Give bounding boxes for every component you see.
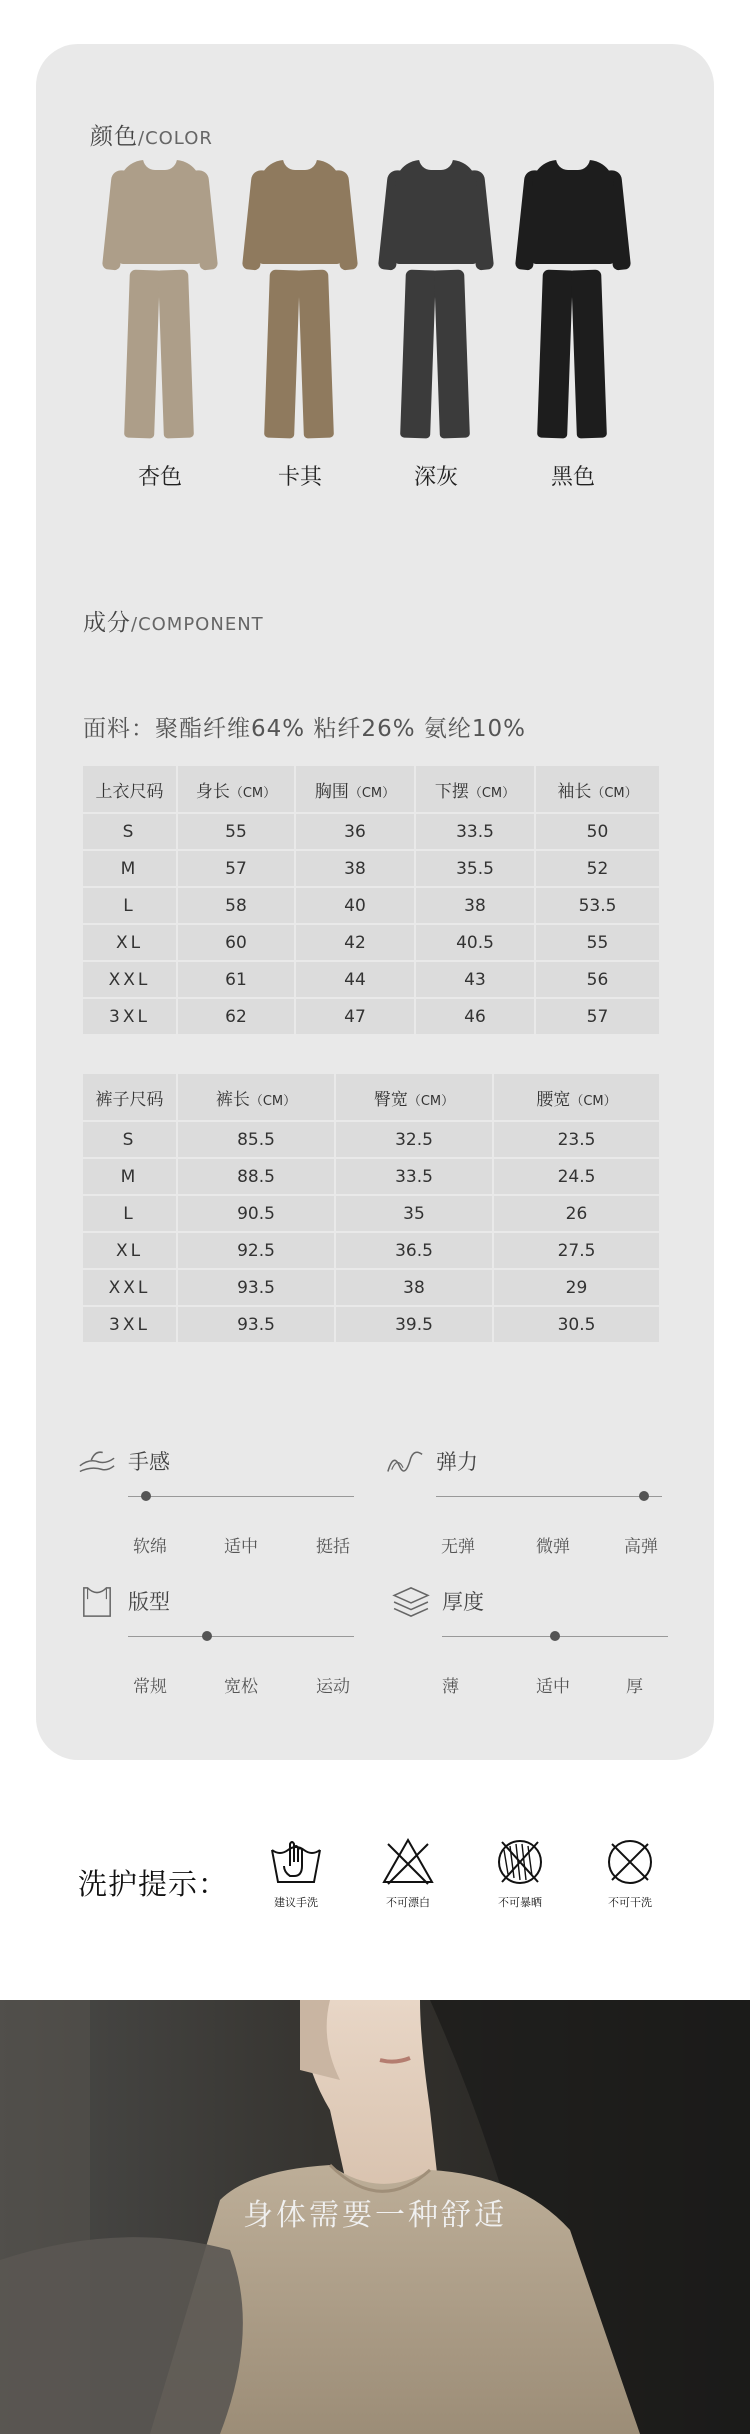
top-table-header-cell (296, 766, 416, 812)
garment-leg (537, 270, 573, 439)
pants-table-size-label: XL (83, 1233, 178, 1268)
garment-leg (571, 270, 607, 439)
pants-table-size-label: 3XL (83, 1307, 178, 1342)
top-table-value-cell: 47 (296, 999, 416, 1034)
table-row (83, 1196, 659, 1231)
no-bleach-icon (380, 1836, 436, 1888)
hand-feel-option: 挺括 (316, 1537, 350, 1557)
pants-table-value-cell: 92.5 (178, 1233, 336, 1268)
pants-size-table (83, 1072, 659, 1344)
garment-leg (264, 270, 300, 439)
garment-leg (298, 270, 334, 439)
top-table-size-label: XXL (83, 962, 178, 997)
hand-feel-marker (141, 1491, 151, 1501)
garment-top (395, 160, 477, 264)
fit-icon (78, 1586, 116, 1618)
pants-table-value-cell: 24.5 (494, 1159, 659, 1194)
no-sun-dry-icon (492, 1836, 548, 1888)
no-dry-clean-label: 不可干洗 (608, 1896, 652, 1909)
pants-table-header-cell (83, 1074, 178, 1120)
top-table-header-text: 袖长 (557, 781, 592, 802)
garment-leg (124, 270, 160, 439)
table-row (83, 851, 659, 886)
top-table-value-cell: 40 (296, 888, 416, 923)
pants-table-header-text: 裤子尺码 (95, 1089, 164, 1110)
table-row (83, 1122, 659, 1157)
pants-table-value-cell: 36.5 (336, 1233, 494, 1268)
top-table-header-cell (536, 766, 659, 812)
fit-option: 运动 (316, 1677, 350, 1697)
stretch-option: 微弹 (536, 1537, 570, 1557)
color-title-cn: 颜色 (90, 124, 138, 150)
hand-feel-option: 软绵 (133, 1537, 167, 1557)
table-row (83, 1233, 659, 1268)
top-table-header-cell (178, 766, 296, 812)
table-row (83, 1159, 659, 1194)
top-table-value-cell: 62 (178, 999, 296, 1034)
pants-table-size-label: XXL (83, 1270, 178, 1305)
color-swatch[interactable] (518, 160, 628, 500)
table-row (83, 1307, 659, 1342)
hand-wash-label: 建议手洗 (274, 1896, 318, 1909)
stretch-option: 无弹 (441, 1537, 475, 1557)
top-table-value-cell: 58 (178, 888, 296, 923)
top-table-unit: （CM） (229, 785, 277, 801)
wash-item-no-sun-dry (480, 1836, 560, 1926)
component-title-en: /COMPONENT (131, 614, 264, 635)
pants-table-header-cell (494, 1074, 659, 1120)
top-table-value-cell: 56 (536, 962, 659, 997)
top-size-table (83, 764, 659, 1036)
color-swatch[interactable] (381, 160, 491, 500)
table-row (83, 888, 659, 923)
color-swatch[interactable] (245, 160, 355, 500)
top-table-value-cell: 33.5 (416, 814, 536, 849)
top-table-header-cell (83, 766, 178, 812)
top-table-value-cell: 53.5 (536, 888, 659, 923)
wash-item-no-dry-clean (590, 1836, 670, 1926)
top-table-value-cell: 40.5 (416, 925, 536, 960)
table-row (83, 925, 659, 960)
component-section-title (83, 604, 264, 637)
pants-table-header-cell (178, 1074, 336, 1120)
top-table-value-cell: 52 (536, 851, 659, 886)
pants-table-header-cell (336, 1074, 494, 1120)
pants-table-value-cell: 33.5 (336, 1159, 494, 1194)
top-table-size-label: 3XL (83, 999, 178, 1034)
pants-table-value-cell: 35 (336, 1196, 494, 1231)
hand-feel-option: 适中 (224, 1537, 258, 1557)
color-swatch[interactable] (105, 160, 215, 500)
thickness-scale (392, 1586, 672, 1696)
top-table-header-text: 下摆 (434, 781, 469, 802)
photo-slogan: 身体需要一种舒适 (243, 2198, 507, 2233)
top-table-size-label: L (83, 888, 178, 923)
thickness-option: 薄 (442, 1677, 459, 1697)
color-label: 杏色 (137, 465, 182, 490)
wash-care-title: 洗护提示： (78, 1867, 229, 1901)
wash-item-no-bleach (368, 1836, 448, 1926)
top-table-unit: （CM） (348, 785, 396, 801)
top-table-value-cell: 44 (296, 962, 416, 997)
thickness-marker (550, 1631, 560, 1641)
pants-table-value-cell: 26 (494, 1196, 659, 1231)
fabric-composition: 面料：聚酯纤维64% 粘纤26% 氨纶10% (83, 716, 526, 742)
pants-table-value-cell: 27.5 (494, 1233, 659, 1268)
fit-label: 版型 (128, 1590, 170, 1614)
top-table-value-cell: 43 (416, 962, 536, 997)
table-row (83, 962, 659, 997)
top-table-value-cell: 50 (536, 814, 659, 849)
color-title-en: /COLOR (138, 128, 213, 149)
no-sun-dry-label: 不可暴晒 (498, 1896, 542, 1909)
top-table-unit: （CM） (468, 785, 516, 801)
thickness-option: 适中 (536, 1677, 570, 1697)
color-label: 深灰 (413, 465, 458, 490)
thickness-option: 厚 (626, 1677, 643, 1697)
no-bleach-label: 不可漂白 (386, 1896, 430, 1909)
component-title-cn: 成分 (83, 610, 131, 636)
top-table-value-cell: 36 (296, 814, 416, 849)
top-table-value-cell: 55 (536, 925, 659, 960)
top-table-value-cell: 57 (536, 999, 659, 1034)
top-table-value-cell: 60 (178, 925, 296, 960)
hand-feel-icon (78, 1446, 116, 1478)
pants-table-header-text: 臀宽 (373, 1089, 408, 1110)
top-table-value-cell: 38 (416, 888, 536, 923)
pants-table-value-cell: 90.5 (178, 1196, 336, 1231)
fit-marker (202, 1631, 212, 1641)
top-table-value-cell: 61 (178, 962, 296, 997)
model-photo (0, 2000, 750, 2434)
garment-top (532, 160, 614, 264)
fit-scale (78, 1586, 358, 1696)
pants-table-unit: （CM） (249, 1093, 297, 1109)
pants-table-header-row (83, 1074, 659, 1120)
thickness-label: 厚度 (442, 1590, 484, 1614)
color-label: 卡其 (277, 465, 322, 490)
garment-leg (400, 270, 436, 439)
table-row (83, 1270, 659, 1305)
pants-table-value-cell: 39.5 (336, 1307, 494, 1342)
top-table-value-cell: 38 (296, 851, 416, 886)
pants-table-size-label: L (83, 1196, 178, 1231)
pants-table-value-cell: 23.5 (494, 1122, 659, 1157)
pants-table-size-label: M (83, 1159, 178, 1194)
top-table-value-cell: 35.5 (416, 851, 536, 886)
pants-table-size-label: S (83, 1122, 178, 1157)
color-label: 黑色 (550, 465, 595, 490)
fit-option: 常规 (133, 1677, 167, 1697)
stretch-scale (386, 1446, 666, 1556)
pants-table-unit: （CM） (570, 1093, 617, 1109)
pants-table-value-cell: 85.5 (178, 1122, 336, 1157)
garment-top (259, 160, 341, 264)
no-dry-clean-icon (602, 1836, 658, 1888)
fit-track (128, 1636, 354, 1637)
garment-top (119, 160, 201, 264)
stretch-track (436, 1496, 662, 1497)
top-table-size-label: S (83, 814, 178, 849)
top-table-unit: （CM） (591, 785, 638, 801)
top-table-value-cell: 42 (296, 925, 416, 960)
top-table-header-cell (416, 766, 536, 812)
pants-table-value-cell: 93.5 (178, 1307, 336, 1342)
wash-item-hand-wash (256, 1836, 336, 1926)
stretch-icon (386, 1446, 424, 1478)
color-section-title (90, 118, 213, 151)
pants-table-value-cell: 30.5 (494, 1307, 659, 1342)
pants-table-value-cell: 38 (336, 1270, 494, 1305)
pants-table-header-text: 裤长 (215, 1089, 250, 1110)
garment-leg (434, 270, 470, 439)
hand-feel-scale (78, 1446, 358, 1556)
top-table-value-cell: 46 (416, 999, 536, 1034)
top-table-value-cell: 57 (178, 851, 296, 886)
stretch-marker (639, 1491, 649, 1501)
top-table-header-text: 身长 (195, 781, 230, 802)
top-table-header-text: 上衣尺码 (95, 781, 164, 802)
garment-leg (158, 270, 194, 439)
pants-table-header-text: 腰宽 (536, 1089, 571, 1110)
hand-wash-icon (268, 1836, 324, 1888)
thickness-icon (392, 1586, 430, 1618)
table-row (83, 999, 659, 1034)
pants-table-value-cell: 88.5 (178, 1159, 336, 1194)
top-table-header-text: 胸围 (314, 781, 349, 802)
top-table-value-cell: 55 (178, 814, 296, 849)
hand-feel-label: 手感 (128, 1450, 170, 1474)
hand-feel-track (128, 1496, 354, 1497)
table-row (83, 814, 659, 849)
pants-table-value-cell: 29 (494, 1270, 659, 1305)
pants-table-unit: （CM） (407, 1093, 455, 1109)
stretch-option: 高弹 (624, 1537, 658, 1557)
pants-table-value-cell: 93.5 (178, 1270, 336, 1305)
fit-option: 宽松 (224, 1677, 258, 1697)
top-table-header-row (83, 766, 659, 812)
pants-table-value-cell: 32.5 (336, 1122, 494, 1157)
stretch-label: 弹力 (436, 1450, 478, 1474)
top-table-size-label: M (83, 851, 178, 886)
top-table-size-label: XL (83, 925, 178, 960)
